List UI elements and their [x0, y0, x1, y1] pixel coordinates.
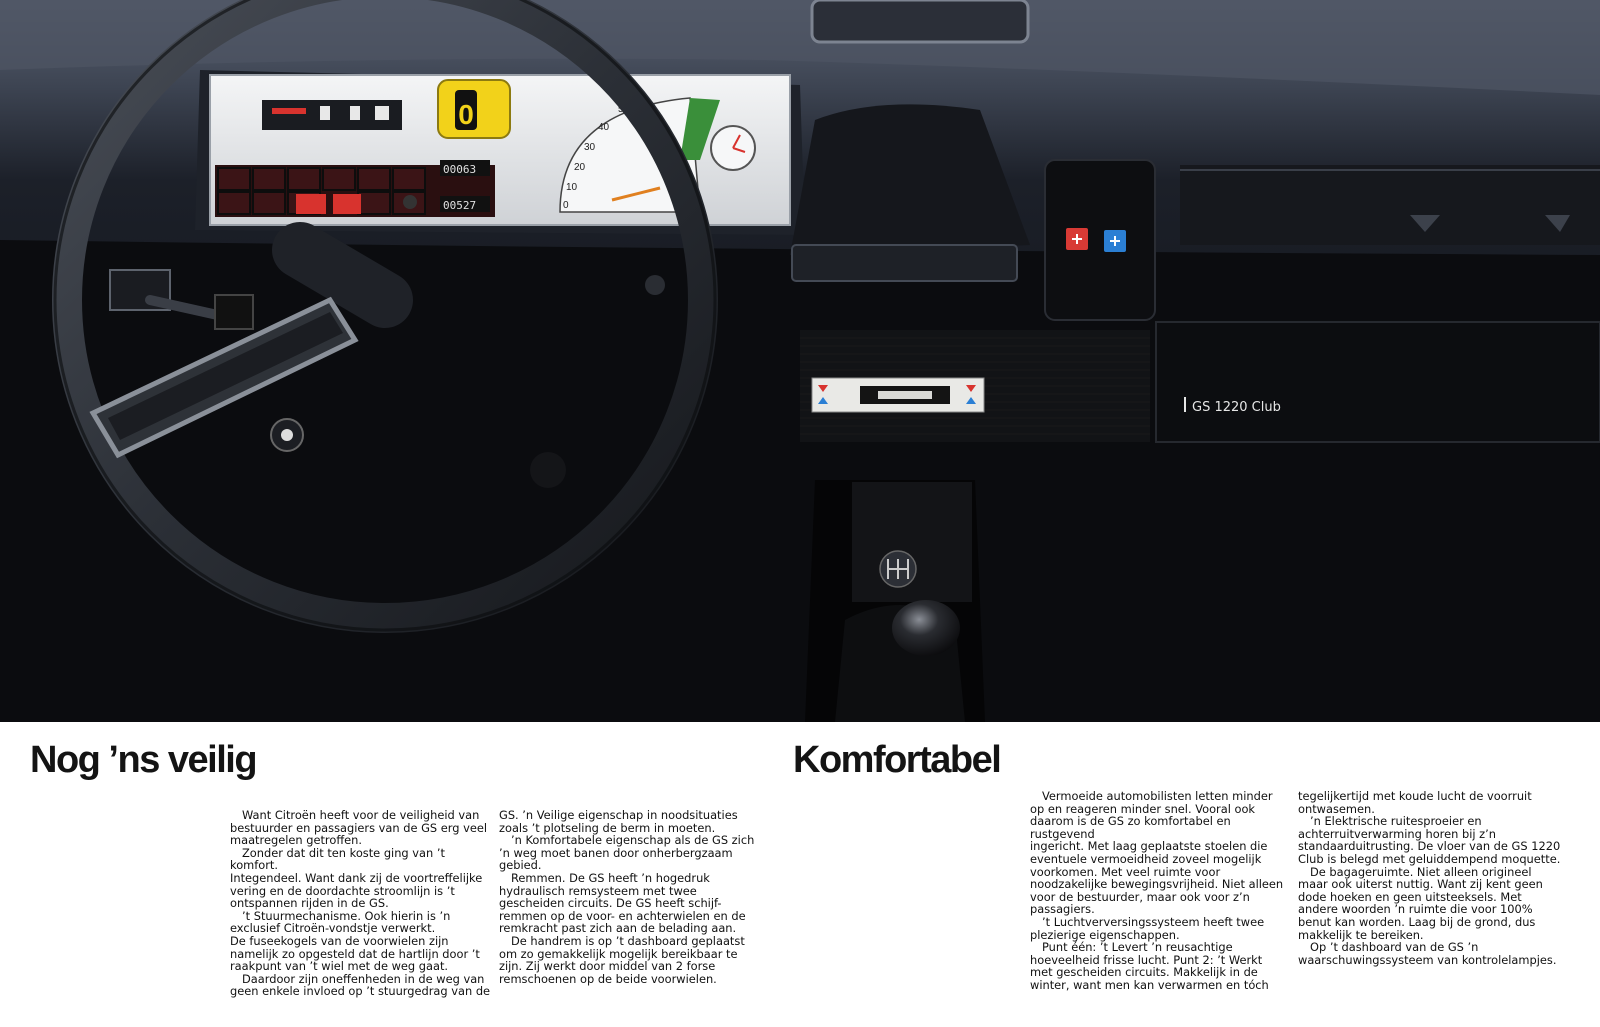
paragraph: Remmen. De GS heeft ’n hogedruk hydraulisch remsysteem met twee gescheiden circuits. De GS heeft schijf- remmen op de voor- en achterwielen en de remkracht past zich aan de belading aan. — [499, 870, 746, 936]
paragraph: ’n Elektrische ruitesproeier en achterruitverwarming horen bij z’n standaarduitrusting. De vloer van de GS 1220 Club is belegd met geluiddempend moquette. — [1298, 814, 1561, 866]
paragraph: Punt één: ’t Levert ’n reusachtige hoeveelheid frisse lucht. Punt 2: ’t Werkt met gescheiden circuits. Makkelijk in de winter, want men kan verwarmen en tóch — [1030, 940, 1269, 992]
speed-tick-30: 30 — [584, 142, 596, 153]
ventilation-slider — [812, 378, 984, 412]
svg-text:0: 0 — [458, 99, 474, 130]
heading-komfortabel: Komfortabel — [793, 739, 1001, 781]
warning-light-right — [333, 194, 361, 214]
speed-tick-50: 50 — [618, 104, 630, 115]
paragraph: Want Citroën heeft voor de veiligheid van bestuurder en passagiers van de GS erg veel maatregelen getroffen. — [230, 808, 488, 848]
paragraph: ’t Luchtverversingssysteem heeft twee plezierige eigenschappen. — [1030, 914, 1265, 942]
speed-tick-20: 20 — [574, 162, 586, 173]
paragraph: Op ’t dashboard van de GS ’n waarschuwingssysteem van kontrolelampjes. — [1298, 940, 1557, 967]
paragraph: tegelijkertijd met koude lucht de voorruit ontwasemen. — [1298, 789, 1532, 816]
gear-knob — [892, 600, 960, 656]
speed-tick-40: 40 — [598, 122, 610, 133]
odometer-upper: 00063 — [443, 163, 477, 176]
paragraph: Vermoeide automobilisten letten minder op en reageren minder snel. Vooral ook daarom is de GS zo komfortabel en rustgevend ingericht. Met laag geplaatste stoelen die eventuele vermoeidheid zoveel mogelijk voorkomen. Met veel ruimte voor noodzakelijke bewegingsvrijheid. Niet alleen voor de bestuurder, maar ook voor z’n passagiers. — [1030, 789, 1284, 917]
paragraph: ’t Stuurmechanisme. Ook hierin is ’n exclusief Citroën-vondstje verwerkt. — [230, 908, 451, 936]
heading-nog-ns-veilig: Nog ’ns veilig — [30, 739, 257, 781]
paragraph: De handrem is op ’t dashboard geplaatst om zo gemakkelijk mogelijk bereikbaar te zijn. Zij werkt door middel van 2 forse remschoenen op de beide voorwielen. — [499, 933, 745, 986]
left-text-column-2 — [499, 809, 763, 985]
left-text-column-1 — [230, 809, 492, 998]
paragraph: De bagageruimte. Niet alleen origineel maar ook uiterst nuttig. Want zij kent geen dode hoeken en geen uitsteeksels. Met andere woorden ’n ruimte die voor 100% benut kan worden. Laag bij de grond, dus makkelijk te bereiken. — [1298, 864, 1543, 942]
paragraph: GS. ’n Veilige eigenschap in noodsituaties zoals ’t plotseling de berm in moeten. — [499, 808, 738, 835]
paragraph: Daardoor zijn oneffenheden in de weg van geen enkele invloed op ’t stuurgedrag van de — [230, 971, 491, 999]
gs-1220-club-badge: GS 1220 Club — [1192, 400, 1281, 415]
paragraph: ’n Komfortabele eigenschap als de GS zich ’n weg moet banen door onherbergzaam gebied. — [499, 833, 755, 873]
paragraph: Zonder dat dit ten koste ging van ’t komfort. Integendeel. Want dank zij de voortreffelijke vering en de doordachte stroomlijn is ’t ontspannen rijden in de GS. — [230, 845, 483, 911]
speed-tick-10: 10 — [566, 182, 578, 193]
paragraph: De fuseekogels van de voorwielen zijn namelijk zo opgesteld dat de hartlijn door ’t raakpunt van ’t wiel met de weg gaat. — [230, 933, 480, 974]
right-text-column-2 — [1298, 790, 1574, 966]
speed-tick-0: 0 — [563, 200, 569, 211]
warning-light-left — [296, 194, 326, 214]
right-text-column-1 — [1030, 790, 1294, 992]
defroster-vent — [812, 0, 1028, 42]
yellow-gauge — [438, 80, 510, 138]
odometer-lower: 00527 — [443, 199, 477, 212]
